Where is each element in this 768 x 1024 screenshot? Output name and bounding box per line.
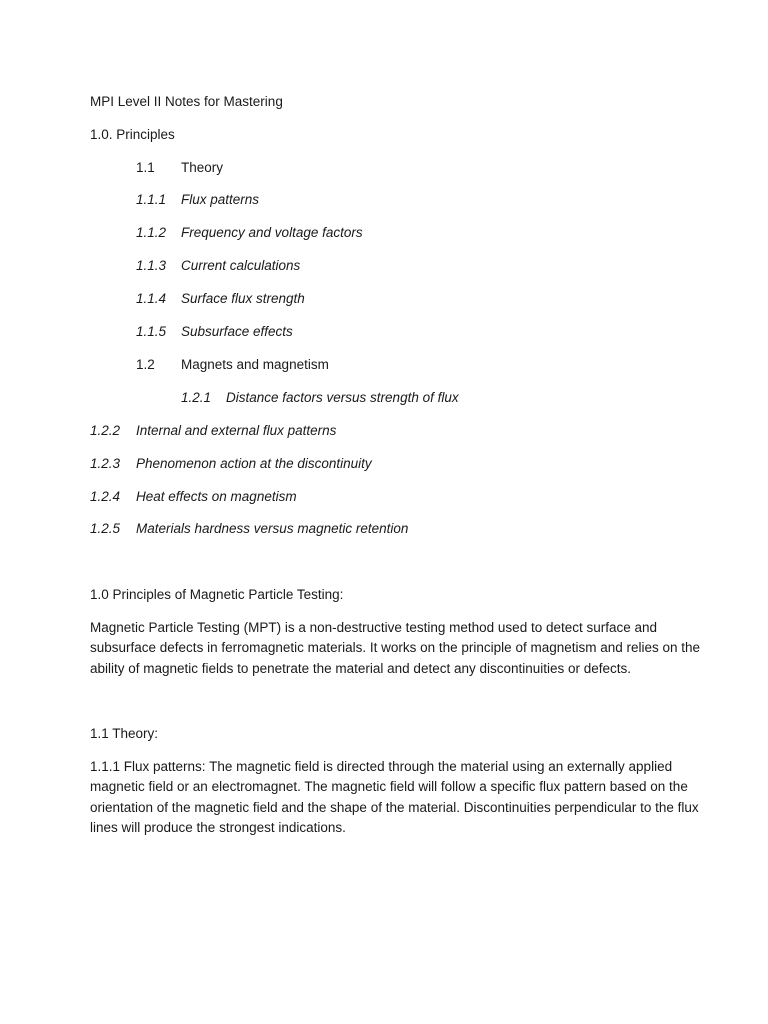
outline-text: Flux patterns [181,192,260,207]
outline-text: Internal and external flux patterns [136,423,337,438]
outline-text: Theory [181,160,224,175]
outline-number: 1.1 [136,160,155,175]
outline-text: Magnets and magnetism [181,357,329,372]
outline-text: Distance factors versus strength of flux [226,390,459,405]
outline-text: Subsurface effects [181,324,293,339]
paragraph-line: ability of magnetic fields to penetrate the material and detect any discontinuities or defects. [90,660,632,676]
outline-number: 1.2 [136,357,155,372]
paragraph-line: lines will produce the strongest indications. [90,819,346,835]
outline-number: 1.1.3 [136,258,167,273]
section-heading: 1.0. Principles [90,127,175,142]
principles-paragraph [90,618,701,679]
outline-text: Frequency and voltage factors [181,225,363,240]
outline-text: Materials hardness versus magnetic retention [136,521,409,536]
outline-number: 1.1.4 [136,291,167,306]
outline-number: 1.1.5 [136,324,167,339]
flux-paragraph [90,757,699,838]
outline-number: 1.2.1 [181,390,212,405]
paragraph-line: magnetic field or an electromagnet. The magnetic field will follow a specific flux pattern based on the [90,779,688,795]
outline-number: 1.2.3 [90,456,121,471]
paragraph-line: 1.1.1 Flux patterns: The magnetic field is directed through the material using an externally applied [90,759,673,774]
paragraph-line: subsurface defects in ferromagnetic materials. It works on the principle of magnetism and relies on the [90,640,701,656]
document-title: MPI Level II Notes for Mastering [90,94,283,109]
theory-heading: 1.1 Theory: [90,726,159,741]
paragraph-line: orientation of the magnetic field and the shape of the material. Discontinuities perpendicular to the flux [90,799,699,815]
outline-number: 1.1.2 [136,225,167,240]
principles-heading: 1.0 Principles of Magnetic Particle Testing: [90,587,344,602]
outline-text: Heat effects on magnetism [136,489,297,504]
outline-number: 1.2.4 [90,489,121,504]
outline-text: Current calculations [181,258,301,273]
outline-number: 1.2.5 [90,521,121,536]
outline-text: Phenomenon action at the discontinuity [136,456,372,471]
outline-text: Surface flux strength [181,291,305,306]
outline-number: 1.1.1 [136,192,167,207]
outline-number: 1.2.2 [90,423,121,438]
paragraph-line: Magnetic Particle Testing (MPT) is a non-destructive testing method used to detect surface and [90,620,658,635]
